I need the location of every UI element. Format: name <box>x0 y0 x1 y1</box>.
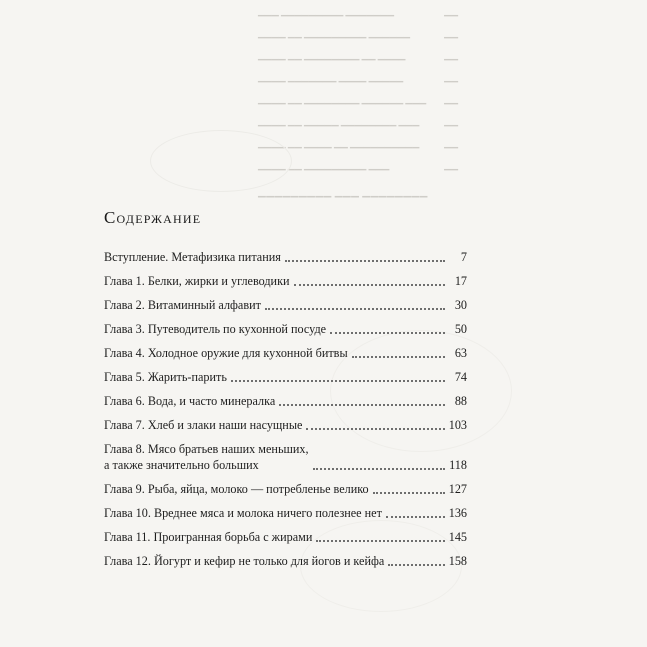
toc-entry-label: Глава 6. Вода, и часто минералка <box>104 394 276 408</box>
toc-entry-label: Глава 11. Проигранная борьба с жирами <box>104 530 313 544</box>
toc-entry-label: Глава 2. Витаминный алфавит <box>104 298 261 312</box>
toc-dot-leader <box>279 404 445 406</box>
toc-entry-chapter-11[interactable] <box>104 521 467 545</box>
toc-dot-leader <box>313 468 445 470</box>
toc-entry-label: Глава 12. Йогурт и кефир не только для йогов и кейфа <box>104 554 385 568</box>
toc-entry-chapter-6[interactable] <box>104 385 467 409</box>
toc-entry-chapter-7[interactable] <box>104 409 467 433</box>
bleed-through-ornament <box>150 130 292 192</box>
toc-entry-page: 74 <box>454 370 467 384</box>
bleed-through-text: ▁▁▁ ▁▁▁▁▁▁▁▁▁ ▁▁▁▁▁▁▁ ▁▁ ▁▁▁▁ ▁▁ ▁▁▁▁▁▁▁▁▁ ▁▁▁▁▁▁ ▁▁ ▁▁▁▁ ▁▁ ▁▁▁▁▁▁▁▁ ▁▁ ▁▁▁▁ ▁▁ ▁▁▁▁ ▁▁▁▁▁▁▁ ▁▁▁▁ ▁▁▁▁▁ ▁▁ ▁▁▁▁ ▁▁ ▁▁▁▁▁▁▁▁ ▁▁▁▁▁▁ ▁▁▁ ▁▁ ▁▁▁▁ ▁▁ ▁▁▁▁▁ ▁▁▁▁▁▁▁▁ ▁▁▁ ▁▁ ▁▁▁▁ ▁▁ ▁▁▁▁ ▁▁ ▁▁▁▁▁▁▁▁▁▁ ▁▁ ▁▁▁▁ ▁▁ ▁▁▁▁▁▁▁▁▁ ▁▁▁ ▁▁ ▁▁▁▁▁▁▁▁▁ ▁▁▁ ▁▁▁▁▁▁▁▁ <box>258 6 458 198</box>
toc-dot-leader <box>231 380 445 382</box>
toc-title: Содержание <box>104 208 202 227</box>
toc-entry-chapter-1[interactable] <box>104 265 467 289</box>
toc-entry-page: 7 <box>460 250 467 264</box>
toc-dot-leader <box>265 308 445 310</box>
toc-entry-chapter-4[interactable] <box>104 337 467 361</box>
toc-dot-leader <box>373 492 445 494</box>
toc-entry-page: 145 <box>448 530 467 544</box>
toc-dot-leader <box>316 540 444 542</box>
toc-entry-introduction[interactable] <box>104 241 467 265</box>
toc-entry-chapter-2[interactable] <box>104 289 467 313</box>
toc-entry-page: 136 <box>448 506 467 520</box>
toc-list <box>104 241 467 569</box>
toc-entry-label: Глава 7. Хлеб и злаки наши насущные <box>104 418 303 432</box>
toc-dot-leader <box>285 260 445 262</box>
toc-entry-label: Глава 10. Вреднее мяса и молока ничего полезнее нет <box>104 506 382 520</box>
toc-entry-chapter-10[interactable] <box>104 497 467 521</box>
toc-entry-chapter-8[interactable] <box>104 433 467 473</box>
toc-entry-label: Глава 4. Холодное оружие для кухонной битвы <box>104 346 348 360</box>
toc-dot-leader <box>386 516 445 518</box>
toc-dot-leader <box>294 284 445 286</box>
toc-entry-page: 88 <box>454 394 467 408</box>
toc-entry-label: Глава 1. Белки, жирки и углеводики <box>104 274 290 288</box>
toc-entry-page: 103 <box>448 418 467 432</box>
toc-dot-leader <box>330 332 445 334</box>
toc-dot-leader <box>388 564 444 566</box>
toc-entry-page: 127 <box>448 482 467 496</box>
toc-entry-chapter-5[interactable] <box>104 361 467 385</box>
toc-entry-page: 50 <box>454 322 467 336</box>
toc-entry-page: 63 <box>454 346 467 360</box>
toc-entry-chapter-3[interactable] <box>104 313 467 337</box>
toc-dot-leader <box>306 428 444 430</box>
toc-entry-label: Глава 9. Рыба, яйца, молоко — потребленье велико <box>104 482 369 496</box>
toc-entry-page: 30 <box>454 298 467 312</box>
toc-entry-chapter-9[interactable] <box>104 473 467 497</box>
toc-entry-label: Глава 8. Мясо братьев наших меньших, а также значительно больших <box>104 442 309 472</box>
toc-entry-label: Вступление. Метафизика питания <box>104 250 281 264</box>
toc-dot-leader <box>352 356 445 358</box>
toc-entry-page: 17 <box>454 274 467 288</box>
toc-entry-label: Глава 5. Жарить-парить <box>104 370 227 384</box>
toc-entry-page: 158 <box>448 554 467 568</box>
toc-entry-chapter-12[interactable] <box>104 545 467 569</box>
toc-entry-page: 118 <box>449 458 467 472</box>
toc-entry-label: Глава 3. Путеводитель по кухонной посуде <box>104 322 327 336</box>
